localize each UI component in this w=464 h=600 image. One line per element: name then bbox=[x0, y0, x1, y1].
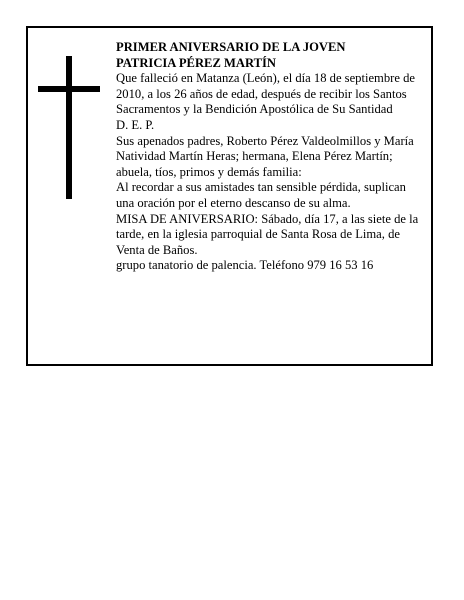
death-details: Que falleció en Matanza (León), el día 18 de septiembre de 2010, a los 26 años de edad, después de recibir los Santos Sacramentos y la Bendición Apostólica de Su Santidad bbox=[116, 71, 415, 117]
mass-text: MISA DE ANIVERSARIO: Sábado, día 17, a las siete de la tarde, en la iglesia parroquial de Santa Rosa de Lima, de Venta de Baños. bbox=[116, 211, 419, 257]
footer-text: grupo tanatorio de palencia. Teléfono 979 16 53 16 bbox=[116, 258, 374, 273]
request-text: Al recordar a sus amistades tan sensible pérdida, suplican una oración por el eterno descanso de su alma. bbox=[116, 180, 406, 210]
obituary-notice bbox=[26, 26, 433, 366]
cross-vertical-bar bbox=[66, 56, 72, 199]
cross-icon bbox=[38, 56, 100, 199]
notice-heading-line2: PATRICIA PÉREZ MARTÍN bbox=[116, 55, 277, 70]
rip-text: D. E. P. bbox=[116, 117, 155, 132]
cross-horizontal-bar bbox=[38, 86, 100, 92]
notice-heading-line1: PRIMER ANIVERSARIO DE LA JOVEN bbox=[116, 40, 346, 54]
notice-body bbox=[116, 40, 426, 274]
family-text: Sus apenados padres, Roberto Pérez Valdeolmillos y María Natividad Martín Heras; hermana, Elena Pérez Martín; abuela, tíos, primos y demás familia: bbox=[116, 133, 414, 179]
